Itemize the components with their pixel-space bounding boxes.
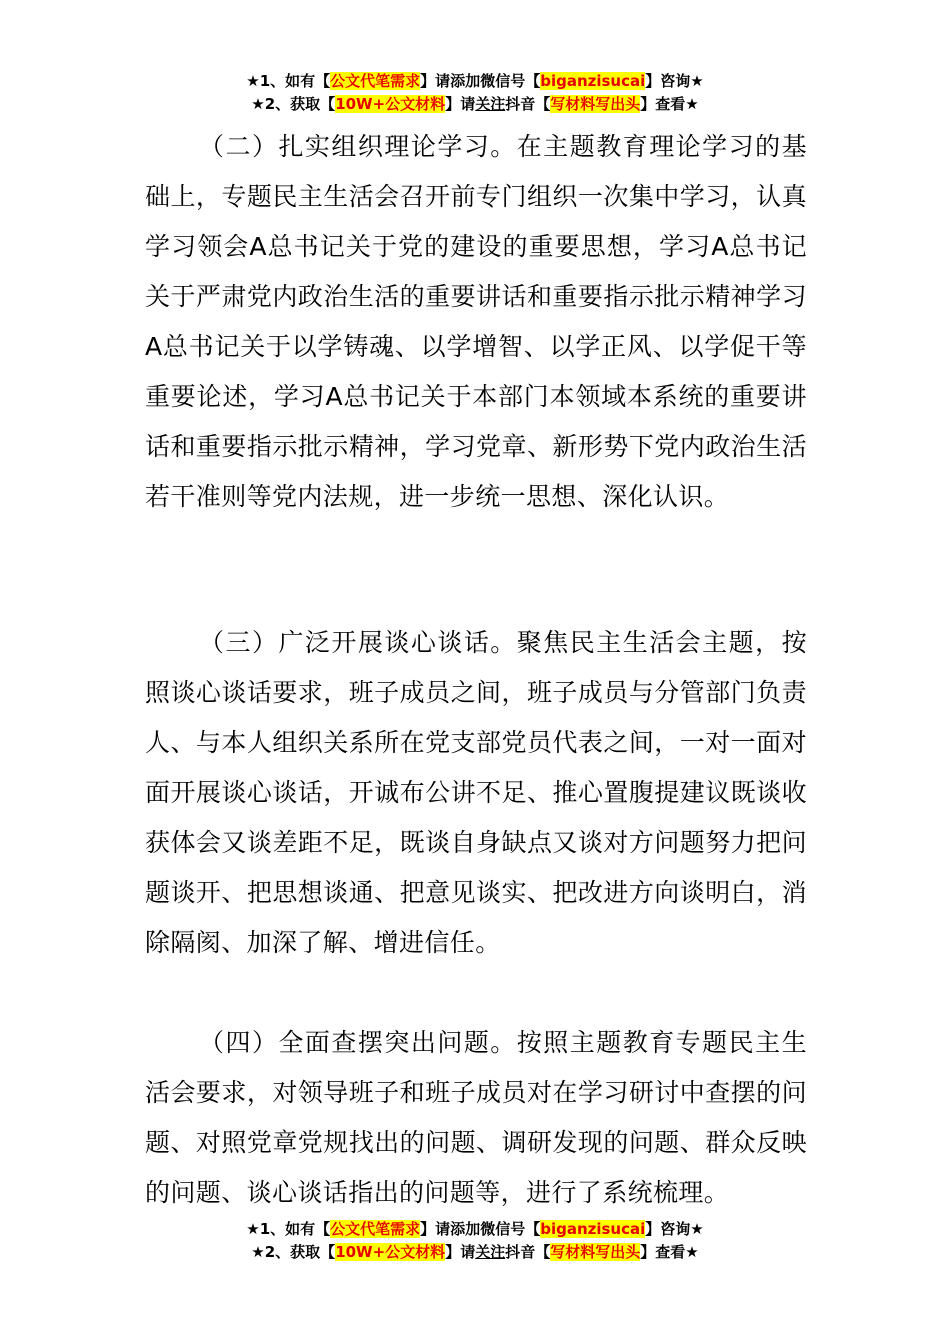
header-banner (0, 70, 950, 116)
paragraph-theory-study: （二）扎实组织理论学习。在主题教育理论学习的基础上，专题民主生活会召开前专门组织一次集中学习，认真学习领会A总书记关于党的建设的重要思想，学习A总书记关于严肃党内政治生活的重要讲话和重要指示批示精神学习A总书记关于以学铸魂、以学增智、以学正风、以学促干等重要论述，学习A总书记关于本部门本领域本系统的重要讲话和重要指示批示精神，学习党章、新形势下党内政治生活若干准则等党内法规，进一步统一思想、深化认识。 (145, 132, 807, 511)
paragraph-identify-problems: （四）全面查摆突出问题。按照主题教育专题民主生活会要求，对领导班子和班子成员对在学习研讨中查摆的问题、对照党章党规找出的问题、调研发现的问题、群众反映的问题、谈心谈话指出的问题等，进行了系统梳理。 (145, 1028, 807, 1207)
banner-line-1: ★1、如有【公文代笔需求】请添加微信号【biganzisucai】咨询★ (246, 72, 704, 90)
highlight-douyin: 写材料写出头 (550, 95, 641, 113)
banner-line-2: ★2、获取【10W+公文材料】请关注抖音【写材料写出头】查看★ (251, 95, 699, 113)
banner-line-1: ★1、如有【公文代笔需求】请添加微信号【biganzisucai】咨询★ (246, 1220, 704, 1238)
highlight-wechat-id: biganzisucai (540, 72, 646, 90)
banner-line-2: ★2、获取【10W+公文材料】请关注抖音【写材料写出头】查看★ (251, 1243, 699, 1261)
highlight-douyin: 写材料写出头 (550, 1243, 641, 1261)
paragraph-heart-to-heart-talks: （三）广泛开展谈心谈话。聚焦民主生活会主题，按照谈心谈话要求，班子成员之间，班子成员与分管部门负责人、与本人组织关系所在党支部党员代表之间，一对一面对面开展谈心谈话，开诚布公讲不足、推心置腹提建议既谈收获体会又谈差距不足，既谈自身缺点又谈对方问题努力把问题谈开、把思想谈通、把意见谈实、把改进方向谈明白，消除隔阂、加深了解、增进信任。 (145, 628, 807, 957)
highlight-materials: 10W+公文材料 (335, 95, 446, 113)
highlight-wechat-id: biganzisucai (540, 1220, 646, 1238)
highlight-service: 公文代笔需求 (330, 1220, 421, 1238)
highlight-materials: 10W+公文材料 (335, 1243, 446, 1261)
highlight-service: 公文代笔需求 (330, 72, 421, 90)
footer-banner (0, 1218, 950, 1264)
